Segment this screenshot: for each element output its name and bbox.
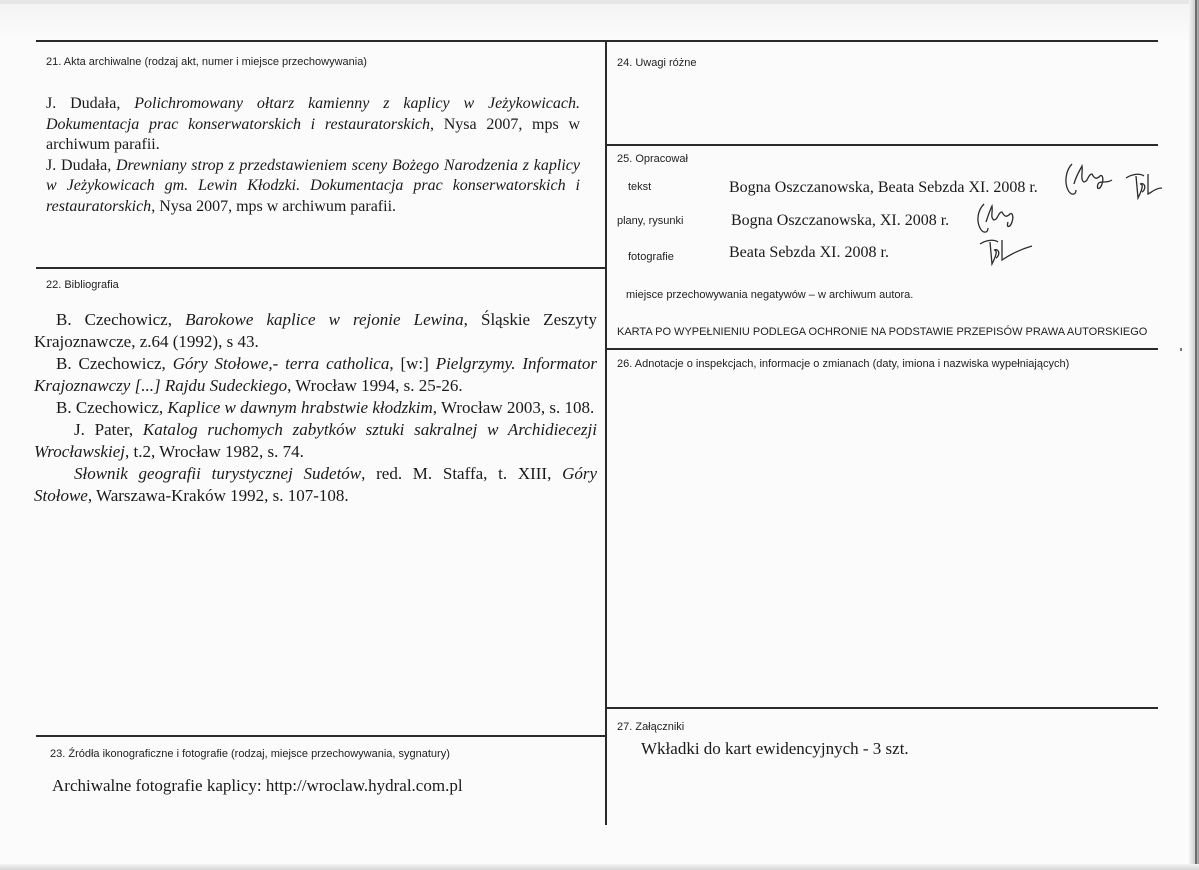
signature-beata-2-icon	[978, 234, 1034, 266]
paper-speck	[1180, 348, 1182, 351]
bibliography-entry-1: B. Czechowicz, Barokowe kaplice w rejonie Lewina, Śląskie Zeszyty Krajoznawcze, z.64 (1992), s 43.	[34, 310, 597, 351]
negatives-location: miejsce przechowywania negatywów – w archiwum autora.	[626, 289, 914, 301]
archival-entry-1: J. Dudała, Polichromowany ołtarz kamienny z kaplicy w Jeżykowicach. Dokumentacja prac konserwatorskich i restauratorskich, Nysa 2007, mps w archiwum parafii.	[46, 95, 580, 153]
section-26-label: 26. Adnotacje o inspekcjach, informacje o zmianach (daty, imiona i nazwiska wypełniających)	[617, 358, 1070, 370]
section-27-label: 27. Załączniki	[617, 721, 685, 733]
paper-top-edge	[0, 0, 1199, 4]
bibliography-entry-5: Słownik geografii turystycznej Sudetów, red. M. Staffa, t. XIII, Góry Stołowe, Warszawa-Kraków 1992, s. 107-108.	[34, 464, 598, 505]
section-22-bibliography	[34, 309, 597, 507]
rule-24-25	[606, 144, 1158, 146]
paper-bottom-edge	[0, 864, 1199, 870]
section-23-label: 23. Źródła ikonograficzne i fotografie (rodzaj, miejsce przechowywania, sygnatury)	[50, 748, 450, 760]
rule-22-23	[36, 735, 606, 737]
author-text-value: Bogna Oszczanowska, Beata Sebzda XI. 2008 r.	[729, 179, 1038, 196]
rule-21-22	[36, 267, 606, 269]
author-drawings-value: Bogna Oszczanowska, XI. 2008 r.	[731, 212, 950, 229]
paper-right-edge	[1189, 0, 1199, 870]
signature-bogna-1-icon	[1062, 160, 1114, 200]
signature-beata-1-icon	[1124, 170, 1164, 200]
section-22-label: 22. Bibliografia	[46, 279, 119, 291]
section-24-label: 24. Uwagi różne	[617, 57, 697, 69]
author-role-photos-label: fotografie	[628, 251, 674, 263]
bibliography-entry-2: B. Czechowicz, Góry Stołowe,- terra catholica, [w:] Pielgrzymy. Informator Krajoznawczy [...] Rajdu Sudeckiego, Wrocław 1994, s. 25-26.	[34, 354, 598, 395]
section-21-archival-records	[46, 94, 580, 217]
paper-right-edge-shadow	[1195, 0, 1197, 870]
rule-26-27	[606, 707, 1158, 709]
section-27-attachments: Wkładki do kart ewidencyjnych - 3 szt.	[641, 739, 909, 758]
bibliography-entry-3: B. Czechowicz, Kaplice w dawnym hrabstwie kłodzkim, Wrocław 2003, s. 108.	[56, 398, 595, 417]
author-role-text-label: tekst	[628, 181, 652, 193]
author-photos-value: Beata Sebzda XI. 2008 r.	[729, 244, 889, 261]
copyright-notice: KARTA PO WYPEŁNIENIU PODLEGA OCHRONIE NA PODSTAWIE PRZEPISÓW PRAWA AUTORSKIEGO	[617, 326, 1148, 338]
top-rule	[36, 40, 1158, 42]
section-23-iconographic-sources: Archiwalne fotografie kaplicy: http://wroclaw.hydral.com.pl	[52, 776, 463, 795]
section-21-label: 21. Akta archiwalne (rodzaj akt, numer i miejsce przechowywania)	[46, 56, 367, 68]
rule-25-26	[606, 348, 1158, 350]
archival-entry-2: J. Dudała, Drewniany strop z przedstawieniem sceny Bożego Narodzenia z kaplicy w Jeżykowicach gm. Lewin Kłodzki. Dokumentacja prac konserwatorskich i restauratorskich, Nysa 2007, mps w archiwum parafii.	[46, 156, 580, 215]
bibliography-entry-4: J. Pater, Katalog ruchomych zabytków sztuki sakralnej w Archidiecezji Wrocławskiej, t.2, Wrocław 1982, s. 74.	[34, 420, 597, 461]
author-role-drawings-label: plany, rysunki	[617, 215, 684, 227]
signature-bogna-2-icon	[974, 200, 1018, 238]
section-25-label: 25. Opracował	[617, 153, 688, 165]
